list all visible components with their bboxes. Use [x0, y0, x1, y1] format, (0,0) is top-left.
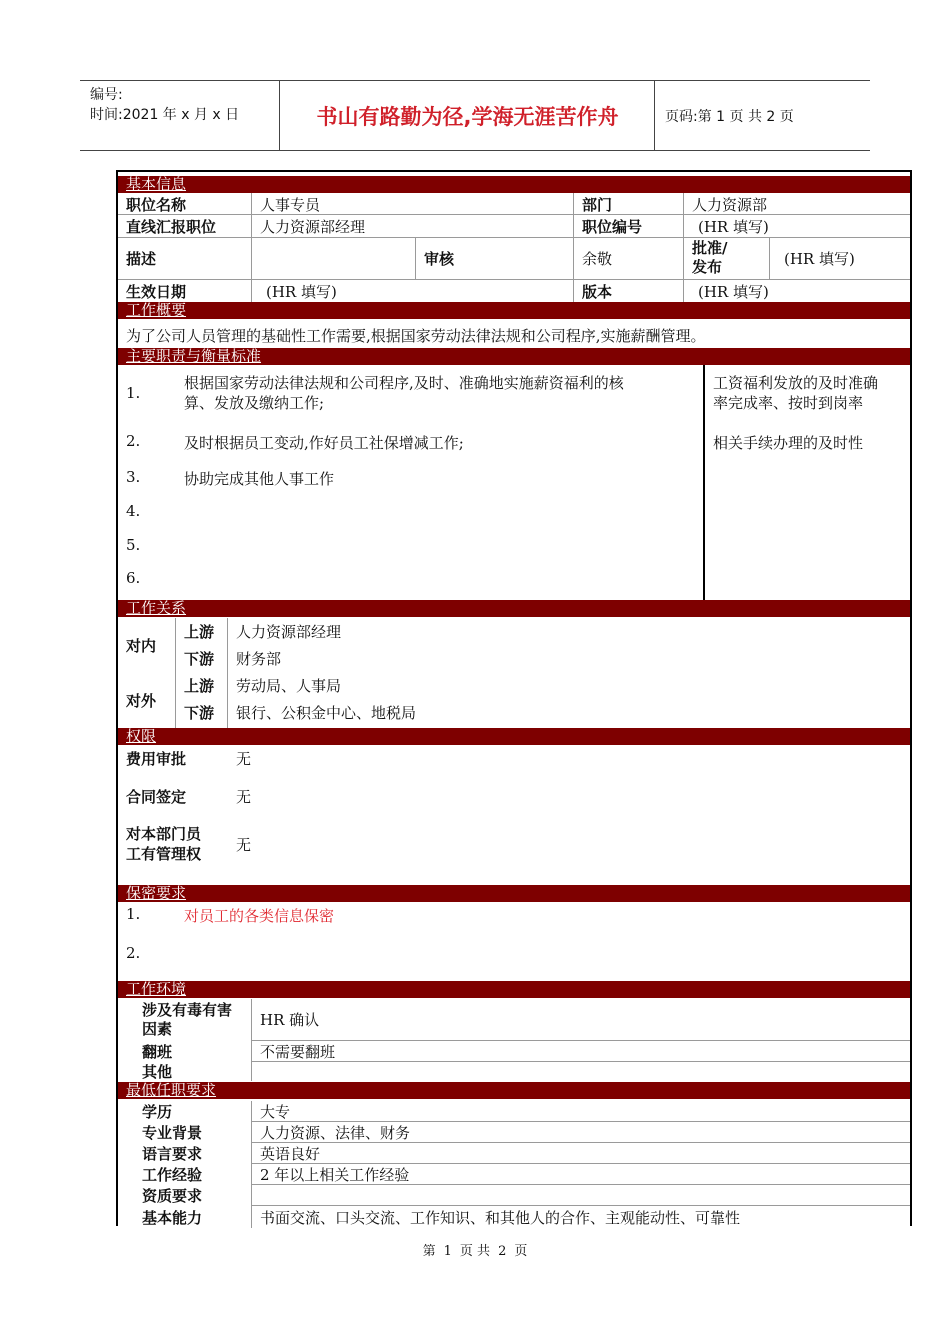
- staff-management-label: [118, 823, 228, 865]
- document-time: 时间:2021 年 x 月 x 日: [90, 107, 240, 123]
- position-code-value: (HR 填写): [698, 217, 769, 236]
- secrecy-1-num: 1.: [126, 905, 141, 923]
- section-secrecy: 保密要求: [118, 885, 910, 902]
- duty-1-num: 1.: [126, 384, 141, 402]
- section-relations: 工作关系: [118, 600, 910, 617]
- footer-page-number: 1: [443, 1244, 452, 1259]
- footer-page-mid: 页 共: [459, 1244, 491, 1259]
- footer-total-pages: 2: [498, 1244, 507, 1259]
- toxic-factor-label-line1: 涉及有毒有害: [142, 1000, 233, 1019]
- secrecy-1-text: 对员工的各类信息保密: [184, 907, 335, 925]
- relation-dir-1: 上游: [184, 623, 215, 641]
- toxic-factor-label: [134, 999, 252, 1040]
- internal-label: 对内: [126, 636, 157, 655]
- effective-date-value: (HR 填写): [266, 282, 337, 301]
- approve-label-line2: 发布: [692, 258, 723, 276]
- req-label-ability: 基本能力: [142, 1208, 203, 1227]
- contract-sign-value: 无: [236, 787, 252, 806]
- expense-approval-value: 无: [236, 749, 252, 768]
- other-label: 其他: [142, 1063, 173, 1081]
- measure-1: [713, 373, 878, 413]
- req-label-major: 专业背景: [142, 1124, 203, 1142]
- department-label: 部门: [582, 195, 613, 214]
- overtime-label: 翻班: [142, 1042, 173, 1061]
- position-name-label: 职位名称: [126, 195, 187, 214]
- section-authority: 权限: [118, 728, 910, 745]
- duty-5-num: 5.: [126, 536, 141, 554]
- header-page-code: 页码:第 1 页 共 2 页: [665, 108, 794, 125]
- duty-6-num: 6.: [126, 569, 141, 587]
- overtime-value: 不需要翻班: [260, 1042, 336, 1061]
- relation-value-4: 银行、公积金中心、地税局: [236, 704, 417, 722]
- department-value: 人力资源部: [692, 195, 768, 214]
- req-value-language: 英语良好: [260, 1145, 321, 1163]
- relation-value-1: 人力资源部经理: [236, 623, 342, 641]
- version-label: 版本: [582, 282, 613, 301]
- report-position-label: 直线汇报职位: [126, 217, 217, 236]
- relation-dir-4: 下游: [184, 704, 215, 722]
- relation-dir-3: 上游: [184, 677, 215, 695]
- overview-text: 为了公司人员管理的基础性工作需要,根据国家劳动法律法规和公司程序,实施薪酬管理。: [126, 326, 706, 345]
- position-name-value: 人事专员: [260, 195, 321, 214]
- reviewer-value: 余敬: [582, 249, 613, 268]
- description-label: 描述: [126, 249, 157, 268]
- duty-1-text: [184, 373, 624, 413]
- req-label-education: 学历: [142, 1103, 173, 1121]
- req-value-experience: 2 年以上相关工作经验: [260, 1166, 410, 1184]
- section-environment: 工作环境: [118, 981, 910, 998]
- req-label-language: 语言要求: [142, 1145, 203, 1163]
- other-value: [252, 1062, 908, 1081]
- duty-3-num: 3.: [126, 468, 141, 486]
- relation-dir-2: 下游: [184, 650, 215, 668]
- measure-2: 相关手续办理的及时性: [713, 434, 864, 452]
- report-position-value: 人力资源部经理: [260, 217, 366, 236]
- relation-value-3: 劳动局、人事局: [236, 677, 342, 695]
- section-overview: 工作概要: [118, 302, 910, 319]
- staff-management-value: 无: [236, 835, 252, 854]
- req-value-education: 大专: [260, 1103, 291, 1121]
- effective-date-label: 生效日期: [126, 282, 187, 301]
- header-motto: 书山有路勤为径,学海无涯苦作舟: [281, 81, 655, 150]
- contract-sign-label: 合同签定: [126, 787, 187, 806]
- document-number-label: 编号:: [90, 87, 123, 103]
- expense-approval-label: 费用审批: [126, 749, 187, 768]
- req-label-qualification: 资质要求: [142, 1187, 203, 1205]
- staff-management-label-line1: 对本部门员: [126, 825, 202, 843]
- staff-management-label-line2: 工有管理权: [126, 845, 202, 863]
- approve-value: (HR 填写): [784, 249, 855, 268]
- external-label: 对外: [126, 691, 157, 710]
- job-description-form: [116, 170, 912, 1226]
- req-value-qualification: [252, 1185, 908, 1206]
- section-duties: 主要职责与衡量标准: [118, 348, 910, 365]
- footer-page-prefix: 第: [422, 1244, 436, 1259]
- duty-1-line1: 根据国家劳动法律法规和公司程序,及时、准确地实施薪资福利的核: [184, 374, 624, 392]
- duty-4-num: 4.: [126, 502, 141, 520]
- duty-1-line2: 算、发放及缴纳工作;: [184, 394, 325, 412]
- footer-page-suffix: 页: [514, 1244, 528, 1259]
- duty-2-num: 2.: [126, 432, 141, 450]
- duty-3-text: 协助完成其他人事工作: [184, 470, 335, 488]
- section-requirements: 最低任职要求: [118, 1082, 910, 1099]
- position-code-label: 职位编号: [582, 217, 643, 236]
- review-label: 审核: [424, 249, 455, 268]
- req-label-experience: 工作经验: [142, 1166, 203, 1184]
- section-basic-info: 基本信息: [118, 176, 910, 193]
- approve-label-line1: 批准/: [692, 239, 728, 257]
- approve-label: [684, 238, 770, 278]
- secrecy-2-num: 2.: [126, 944, 141, 962]
- page-header: [80, 80, 870, 151]
- page-footer: [0, 1240, 950, 1259]
- req-value-major: 人力资源、法律、财务: [260, 1124, 411, 1142]
- duty-2-text: 及时根据员工变动,作好员工社保增减工作;: [184, 434, 464, 452]
- version-value: (HR 填写): [698, 282, 769, 301]
- toxic-factor-label-line2: 因素: [142, 1019, 173, 1038]
- header-meta: [80, 81, 280, 150]
- measure-1-line1: 工资福利发放的及时准确: [713, 374, 879, 392]
- relation-value-2: 财务部: [236, 650, 282, 668]
- measure-1-line2: 率完成率、按时到岗率: [713, 394, 864, 412]
- req-value-ability: 书面交流、口头交流、工作知识、和其他人的合作、主观能动性、可靠性: [260, 1208, 741, 1227]
- toxic-factor-value: HR 确认: [260, 1011, 320, 1029]
